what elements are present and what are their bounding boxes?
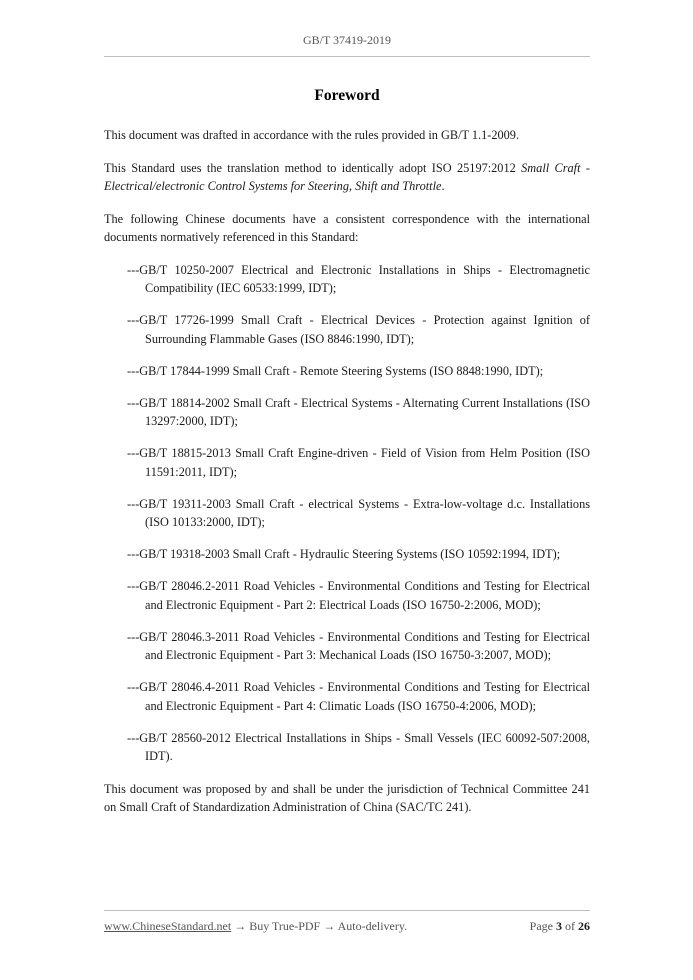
list-item: ---GB/T 28046.4-2011 Road Vehicles - Environmental Conditions and Testing for Electrical and Electronic Equipment - Part 4: Climatic Loads (ISO 16750-4:2006, MOD); bbox=[127, 680, 590, 713]
paragraph-text: . bbox=[441, 179, 445, 193]
document-body bbox=[104, 126, 590, 831]
list-item: ---GB/T 18814-2002 Small Craft - Electrical Systems - Alternating Current Installations (ISO 13297:2000, IDT); bbox=[127, 395, 590, 428]
list-item: ---GB/T 28046.2-2011 Road Vehicles - Environmental Conditions and Testing for Electrical and Electronic Equipment - Part 2: Electrical Loads (ISO 16750-2:2006, MOD); bbox=[127, 579, 590, 612]
page-title: Foreword bbox=[314, 87, 380, 104]
paragraph-text: This Standard uses the translation method to identically adopt ISO 25197:2012 bbox=[104, 160, 522, 175]
list-item: ---GB/T 17726-1999 Small Craft - Electrical Devices - Protection against Ignition of Surrounding Flammable Gases (ISO 8846:1990, IDT); bbox=[127, 313, 590, 346]
page-header bbox=[104, 33, 590, 48]
page-of-label: of bbox=[562, 919, 578, 933]
list-item: ---GB/T 18815-2013 Small Craft Engine-driven - Field of Vision from Helm Position (ISO 11591:2011, IDT); bbox=[127, 446, 590, 479]
paragraph-translation-method bbox=[104, 159, 590, 196]
site-link[interactable]: www.ChineseStandard.net bbox=[104, 919, 232, 933]
total-page-number: 26 bbox=[578, 919, 590, 933]
document-code: GB/T 37419-2019 bbox=[302, 33, 392, 47]
list-item: ---GB/T 19318-2003 Small Craft - Hydraulic Steering Systems (ISO 10592:1994, IDT); bbox=[127, 547, 561, 561]
paragraph-correspondence-intro: The following Chinese documents have a consistent correspondence with the international documents normatively referenced in this Standard: bbox=[104, 211, 590, 244]
standard-title-italic: Small Craft - Electrical/electronic Control Systems for Steering, Shift and Throttle bbox=[104, 160, 590, 193]
paragraph-drafting-rules: This document was drafted in accordance with the rules provided in GB/T 1.1-2009. bbox=[104, 128, 520, 142]
page-footer bbox=[104, 919, 590, 934]
list-item: ---GB/T 28046.3-2011 Road Vehicles - Environmental Conditions and Testing for Electrical and Electronic Equipment - Part 3: Mechanical Loads (ISO 16750-3:2007, MOD); bbox=[127, 629, 590, 662]
list-item: ---GB/T 17844-1999 Small Craft - Remote Steering Systems (ISO 8848:1990, IDT); bbox=[127, 363, 544, 378]
footer-promo bbox=[104, 919, 407, 934]
page-label: Page bbox=[529, 919, 556, 933]
list-item: ---GB/T 10250-2007 Electrical and Electronic Installations in Ships - Electromagnetic Compatibility (IEC 60533:1999, IDT); bbox=[127, 262, 590, 295]
footer-tagline: → Buy True-PDF → Auto-delivery. bbox=[231, 919, 408, 933]
current-page-number: 3 bbox=[556, 919, 562, 933]
page-indicator bbox=[530, 919, 590, 934]
header-divider bbox=[104, 56, 590, 57]
paragraph-jurisdiction: This document was proposed by and shall be under the jurisdiction of Technical Committee 241 on Small Craft of Standardization Administration of China (SAC/TC 241). bbox=[104, 781, 590, 814]
footer-divider bbox=[104, 910, 590, 911]
list-item: ---GB/T 19311-2003 Small Craft - electrical Systems - Extra-low-voltage d.c. Installations (ISO 10133:2000, IDT); bbox=[127, 496, 590, 529]
reference-list bbox=[104, 261, 590, 766]
list-item: ---GB/T 28560-2012 Electrical Installations in Ships - Small Vessels (IEC 60092-507:2008, IDT). bbox=[127, 730, 590, 763]
